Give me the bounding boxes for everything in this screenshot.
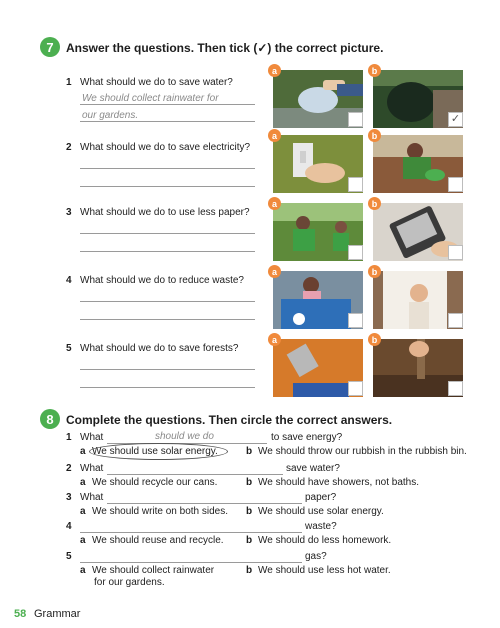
tick-box-checked[interactable]: ✓ [448,112,463,127]
item-1-start: What [80,432,104,443]
picture-label-a: a [268,265,281,278]
item-3-option-b[interactable]: b We should use solar energy. [246,506,384,517]
question-number: 4 [66,275,72,286]
answer-line[interactable] [80,104,255,105]
answer-line[interactable] [80,387,255,388]
picture-label-b: b [368,333,381,346]
tick-box[interactable] [348,245,363,260]
picture-label-a: a [268,197,281,210]
tick-box[interactable] [348,381,363,396]
exercise-8-number: 8 [40,409,60,429]
item-5-option-a-line-2[interactable]: for our gardens. [94,577,165,588]
tick-box[interactable] [448,381,463,396]
picture-label-b: b [368,64,381,77]
page-number: 58 [14,608,27,620]
question-text: What should we do to save electricity? [80,142,251,153]
picture-label-b: b [368,129,381,142]
item-2-start: What [80,463,104,474]
item-2-option-a[interactable]: a We should recycle our cans. [80,477,218,488]
tick-box[interactable] [448,177,463,192]
question-text: What should we do to save water? [80,77,233,88]
item-4-option-b[interactable]: b We should do less homework. [246,535,392,546]
item-1-number: 1 [66,432,72,443]
tick-box[interactable] [448,313,463,328]
item-2-number: 2 [66,463,72,474]
picture-label-a: a [268,129,281,142]
exercise-7-instruction: Answer the questions. Then tick (✓) the correct picture. [66,41,384,55]
item-5-number: 5 [66,551,72,562]
item-4-option-a[interactable]: a We should reuse and recycle. [80,535,224,546]
question-number: 1 [66,77,72,88]
answer-line[interactable] [80,319,255,320]
item-4-number: 4 [66,521,72,532]
question-5 [66,343,238,354]
picture-label-b: b [368,197,381,210]
question-3 [66,207,250,218]
item-2-option-b[interactable]: b We should have showers, not baths. [246,477,420,488]
tick-box[interactable] [448,245,463,260]
exercise-8-instruction: Complete the questions. Then circle the correct answers. [66,413,393,427]
item-1-option-a[interactable]: a We should use solar energy. [80,446,218,457]
question-text: What should we do to use less paper? [80,207,250,218]
item-1-option-b[interactable]: b We should throw our rubbish in the rubbish bin. [246,446,467,457]
question-number: 5 [66,343,72,354]
item-1-filled: should we do [155,431,214,442]
item-3-option-a[interactable]: a We should write on both sides. [80,506,229,517]
item-3-number: 3 [66,492,72,503]
tick-box[interactable] [348,313,363,328]
answer-text-line-2: our gardens. [82,110,139,121]
answer-line[interactable] [80,121,255,122]
item-3-start: What [80,492,104,503]
item-5-blank[interactable] [80,562,302,563]
item-4-blank[interactable] [80,532,302,533]
answer-circle [89,443,228,460]
question-2 [66,142,250,153]
answer-line[interactable] [80,233,255,234]
item-3-blank[interactable] [107,503,302,504]
section-label: Grammar [34,608,81,620]
answer-line[interactable] [80,301,255,302]
question-4 [66,275,244,286]
item-5-option-b[interactable]: b We should use less hot water. [246,565,391,576]
item-3-end: paper? [305,492,337,503]
item-1-end: to save energy? [271,432,343,443]
answer-line[interactable] [80,168,255,169]
tick-box[interactable] [348,112,363,127]
item-4-end: waste? [305,521,337,532]
answer-line[interactable] [80,369,255,370]
item-5-option-a[interactable]: a We should collect rainwater [80,565,215,576]
item-2-end: save water? [286,463,340,474]
picture-label-a: a [268,333,281,346]
tick-box[interactable] [348,177,363,192]
picture-label-b: b [368,265,381,278]
question-text: What should we do to reduce waste? [80,275,244,286]
answer-line[interactable] [80,251,255,252]
answer-text-line-1: We should collect rainwater for [82,93,219,104]
picture-label-a: a [268,64,281,77]
item-5-end: gas? [305,551,327,562]
question-1 [66,77,233,88]
item-2-blank[interactable] [107,474,283,475]
question-number: 2 [66,142,72,153]
answer-line[interactable] [80,186,255,187]
question-text: What should we do to save forests? [80,343,239,354]
exercise-7-number: 7 [40,37,60,57]
question-number: 3 [66,207,72,218]
